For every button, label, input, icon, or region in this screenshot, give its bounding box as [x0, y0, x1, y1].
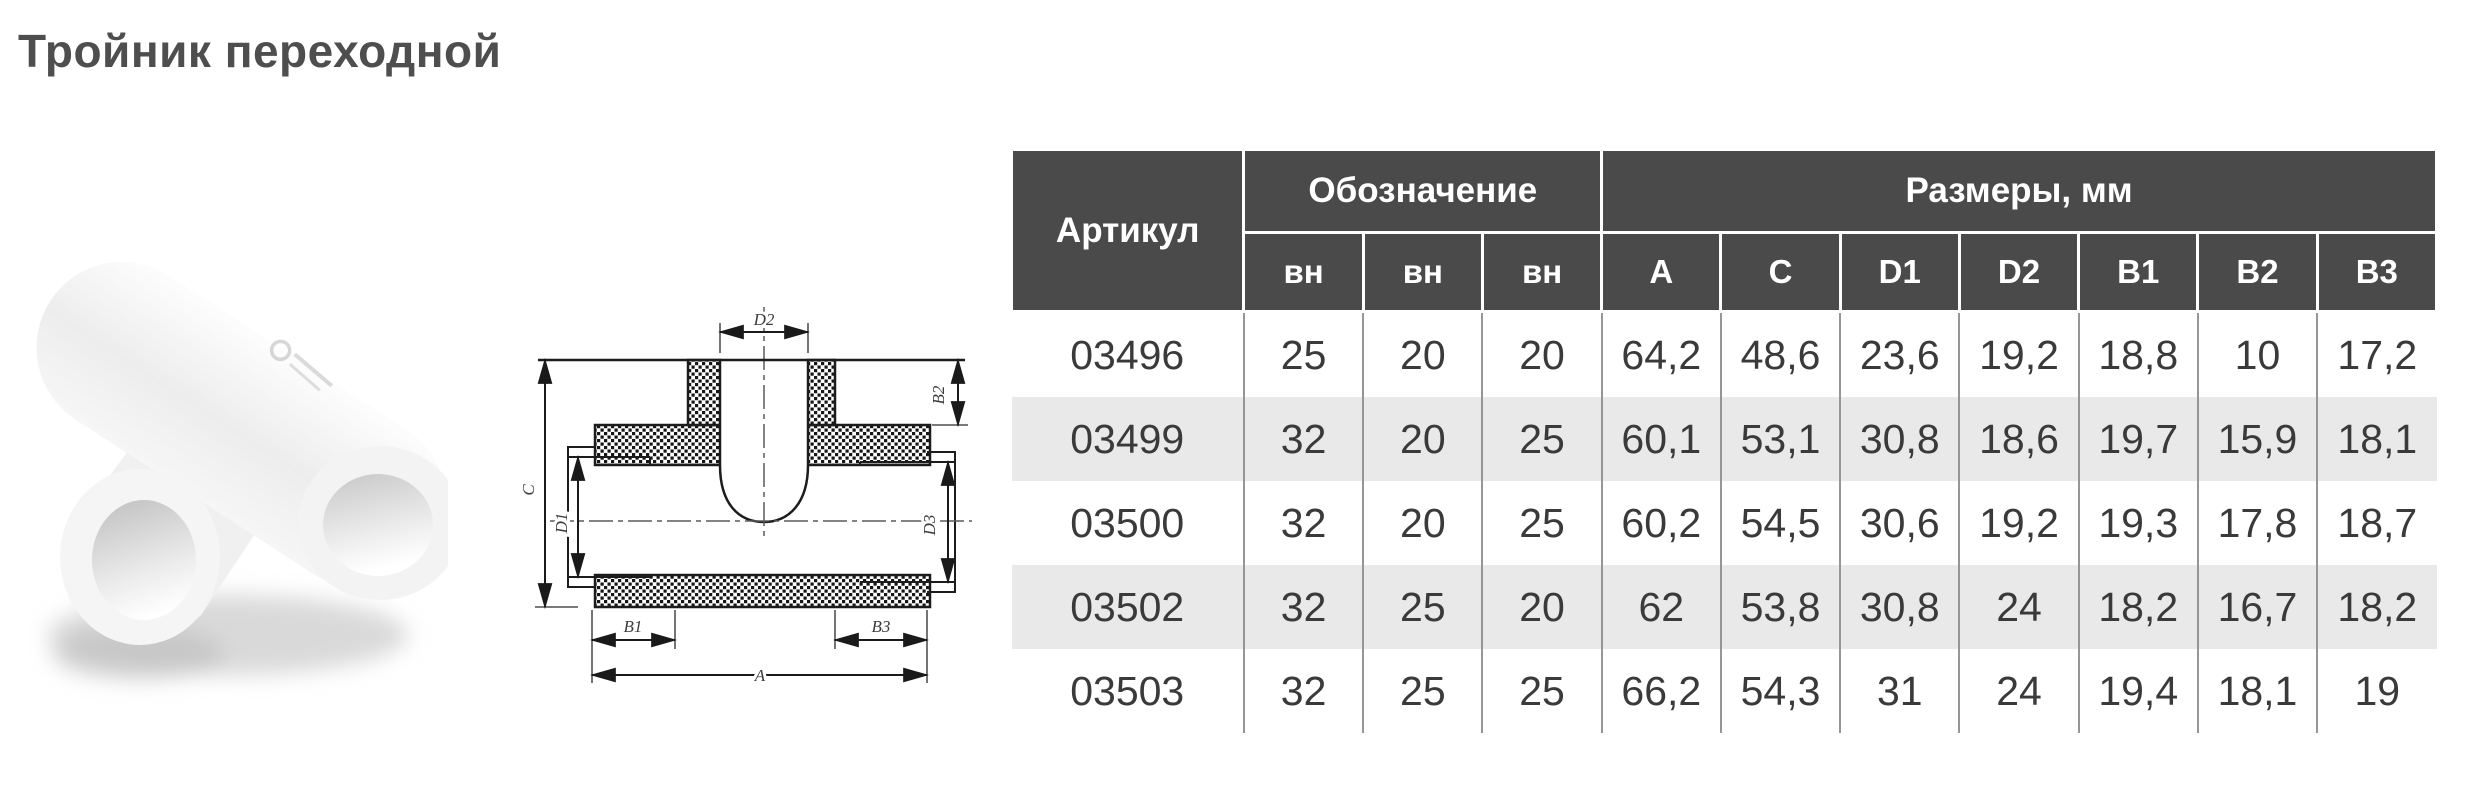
- article-cell: 03499: [1012, 397, 1244, 481]
- value-cell: 24: [1959, 565, 2078, 649]
- value-cell: 25: [1482, 649, 1601, 733]
- tee-right-bore: [323, 474, 433, 576]
- header-sub-b3: B3: [2317, 233, 2436, 312]
- dim-label-b1: B1: [623, 617, 643, 636]
- dim-label-c: C: [520, 484, 538, 496]
- value-cell: 18,7: [2317, 481, 2436, 565]
- article-cell: 03496: [1012, 312, 1244, 398]
- dim-label-d1: D1: [552, 512, 571, 534]
- product-photo: [28, 185, 448, 725]
- tee-section-walls: [595, 360, 930, 607]
- value-cell: 24: [1959, 649, 2078, 733]
- value-cell: 53,1: [1721, 397, 1840, 481]
- value-cell: 19,7: [2079, 397, 2198, 481]
- page-title: Тройник переходной: [18, 25, 502, 77]
- value-cell: 25: [1482, 397, 1601, 481]
- value-cell: 20: [1482, 312, 1601, 398]
- value-cell: 31: [1840, 649, 1959, 733]
- value-cell: 48,6: [1721, 312, 1840, 398]
- header-sub-b2: B2: [2198, 233, 2317, 312]
- value-cell: 19,2: [1959, 481, 2078, 565]
- header-sub-d1: D1: [1840, 233, 1959, 312]
- value-cell: 20: [1363, 481, 1482, 565]
- value-cell: 19,2: [1959, 312, 2078, 398]
- value-cell: 18,1: [2198, 649, 2317, 733]
- header-sub-d2: D2: [1959, 233, 2078, 312]
- value-cell: 17,2: [2317, 312, 2436, 398]
- header-sub-a: A: [1602, 233, 1721, 312]
- table-body: [1012, 312, 2437, 734]
- value-cell: 15,9: [2198, 397, 2317, 481]
- value-cell: 54,3: [1721, 649, 1840, 733]
- header-article: Артикул: [1012, 150, 1244, 312]
- table-row: [1012, 649, 2437, 733]
- value-cell: 18,1: [2317, 397, 2436, 481]
- value-cell: 25: [1482, 481, 1601, 565]
- header-sub-b1: B1: [2079, 233, 2198, 312]
- value-cell: 53,8: [1721, 565, 1840, 649]
- value-cell: 32: [1244, 649, 1363, 733]
- table-row: [1012, 312, 2437, 398]
- value-cell: 18,8: [2079, 312, 2198, 398]
- tee-branch-bore: [92, 500, 196, 620]
- value-cell: 32: [1244, 481, 1363, 565]
- technical-drawing: [520, 285, 1010, 715]
- value-cell: 66,2: [1602, 649, 1721, 733]
- value-cell: 19: [2317, 649, 2436, 733]
- value-cell: 16,7: [2198, 565, 2317, 649]
- header-sub-vn-3: вн: [1482, 233, 1601, 312]
- dim-label-d3: D3: [920, 514, 939, 536]
- value-cell: 64,2: [1602, 312, 1721, 398]
- header-designation: Обозначение: [1244, 150, 1602, 233]
- value-cell: 19,3: [2079, 481, 2198, 565]
- value-cell: 30,6: [1840, 481, 1959, 565]
- value-cell: 54,5: [1721, 481, 1840, 565]
- value-cell: 23,6: [1840, 312, 1959, 398]
- value-cell: 10: [2198, 312, 2317, 398]
- header-sub-vn-2: вн: [1363, 233, 1482, 312]
- value-cell: 62: [1602, 565, 1721, 649]
- value-cell: 19,4: [2079, 649, 2198, 733]
- value-cell: 32: [1244, 397, 1363, 481]
- dim-label-d2: D2: [753, 310, 775, 329]
- header-dimensions: Размеры, мм: [1602, 150, 2437, 233]
- value-cell: 20: [1482, 565, 1601, 649]
- dim-label-b2: B2: [929, 385, 948, 405]
- article-cell: 03500: [1012, 481, 1244, 565]
- header-sub-c: C: [1721, 233, 1840, 312]
- article-cell: 03503: [1012, 649, 1244, 733]
- spec-table: [1010, 148, 2438, 733]
- value-cell: 25: [1244, 312, 1363, 398]
- product-photo-image: [28, 185, 448, 725]
- value-cell: 17,8: [2198, 481, 2317, 565]
- header-sub-vn-1: вн: [1244, 233, 1363, 312]
- value-cell: 30,8: [1840, 397, 1959, 481]
- table-row: [1012, 481, 2437, 565]
- value-cell: 30,8: [1840, 565, 1959, 649]
- table-row: [1012, 397, 2437, 481]
- technical-drawing-svg: [520, 285, 1010, 715]
- value-cell: 18,2: [2317, 565, 2436, 649]
- dim-label-a: A: [754, 666, 766, 685]
- value-cell: 20: [1363, 397, 1482, 481]
- dim-label-b3: B3: [871, 617, 891, 636]
- value-cell: 25: [1363, 565, 1482, 649]
- value-cell: 32: [1244, 565, 1363, 649]
- value-cell: 18,2: [2079, 565, 2198, 649]
- value-cell: 60,2: [1602, 481, 1721, 565]
- value-cell: 60,1: [1602, 397, 1721, 481]
- table-row: [1012, 565, 2437, 649]
- table-header: [1012, 150, 2437, 312]
- value-cell: 20: [1363, 312, 1482, 398]
- value-cell: 18,6: [1959, 397, 2078, 481]
- value-cell: 25: [1363, 649, 1482, 733]
- article-cell: 03502: [1012, 565, 1244, 649]
